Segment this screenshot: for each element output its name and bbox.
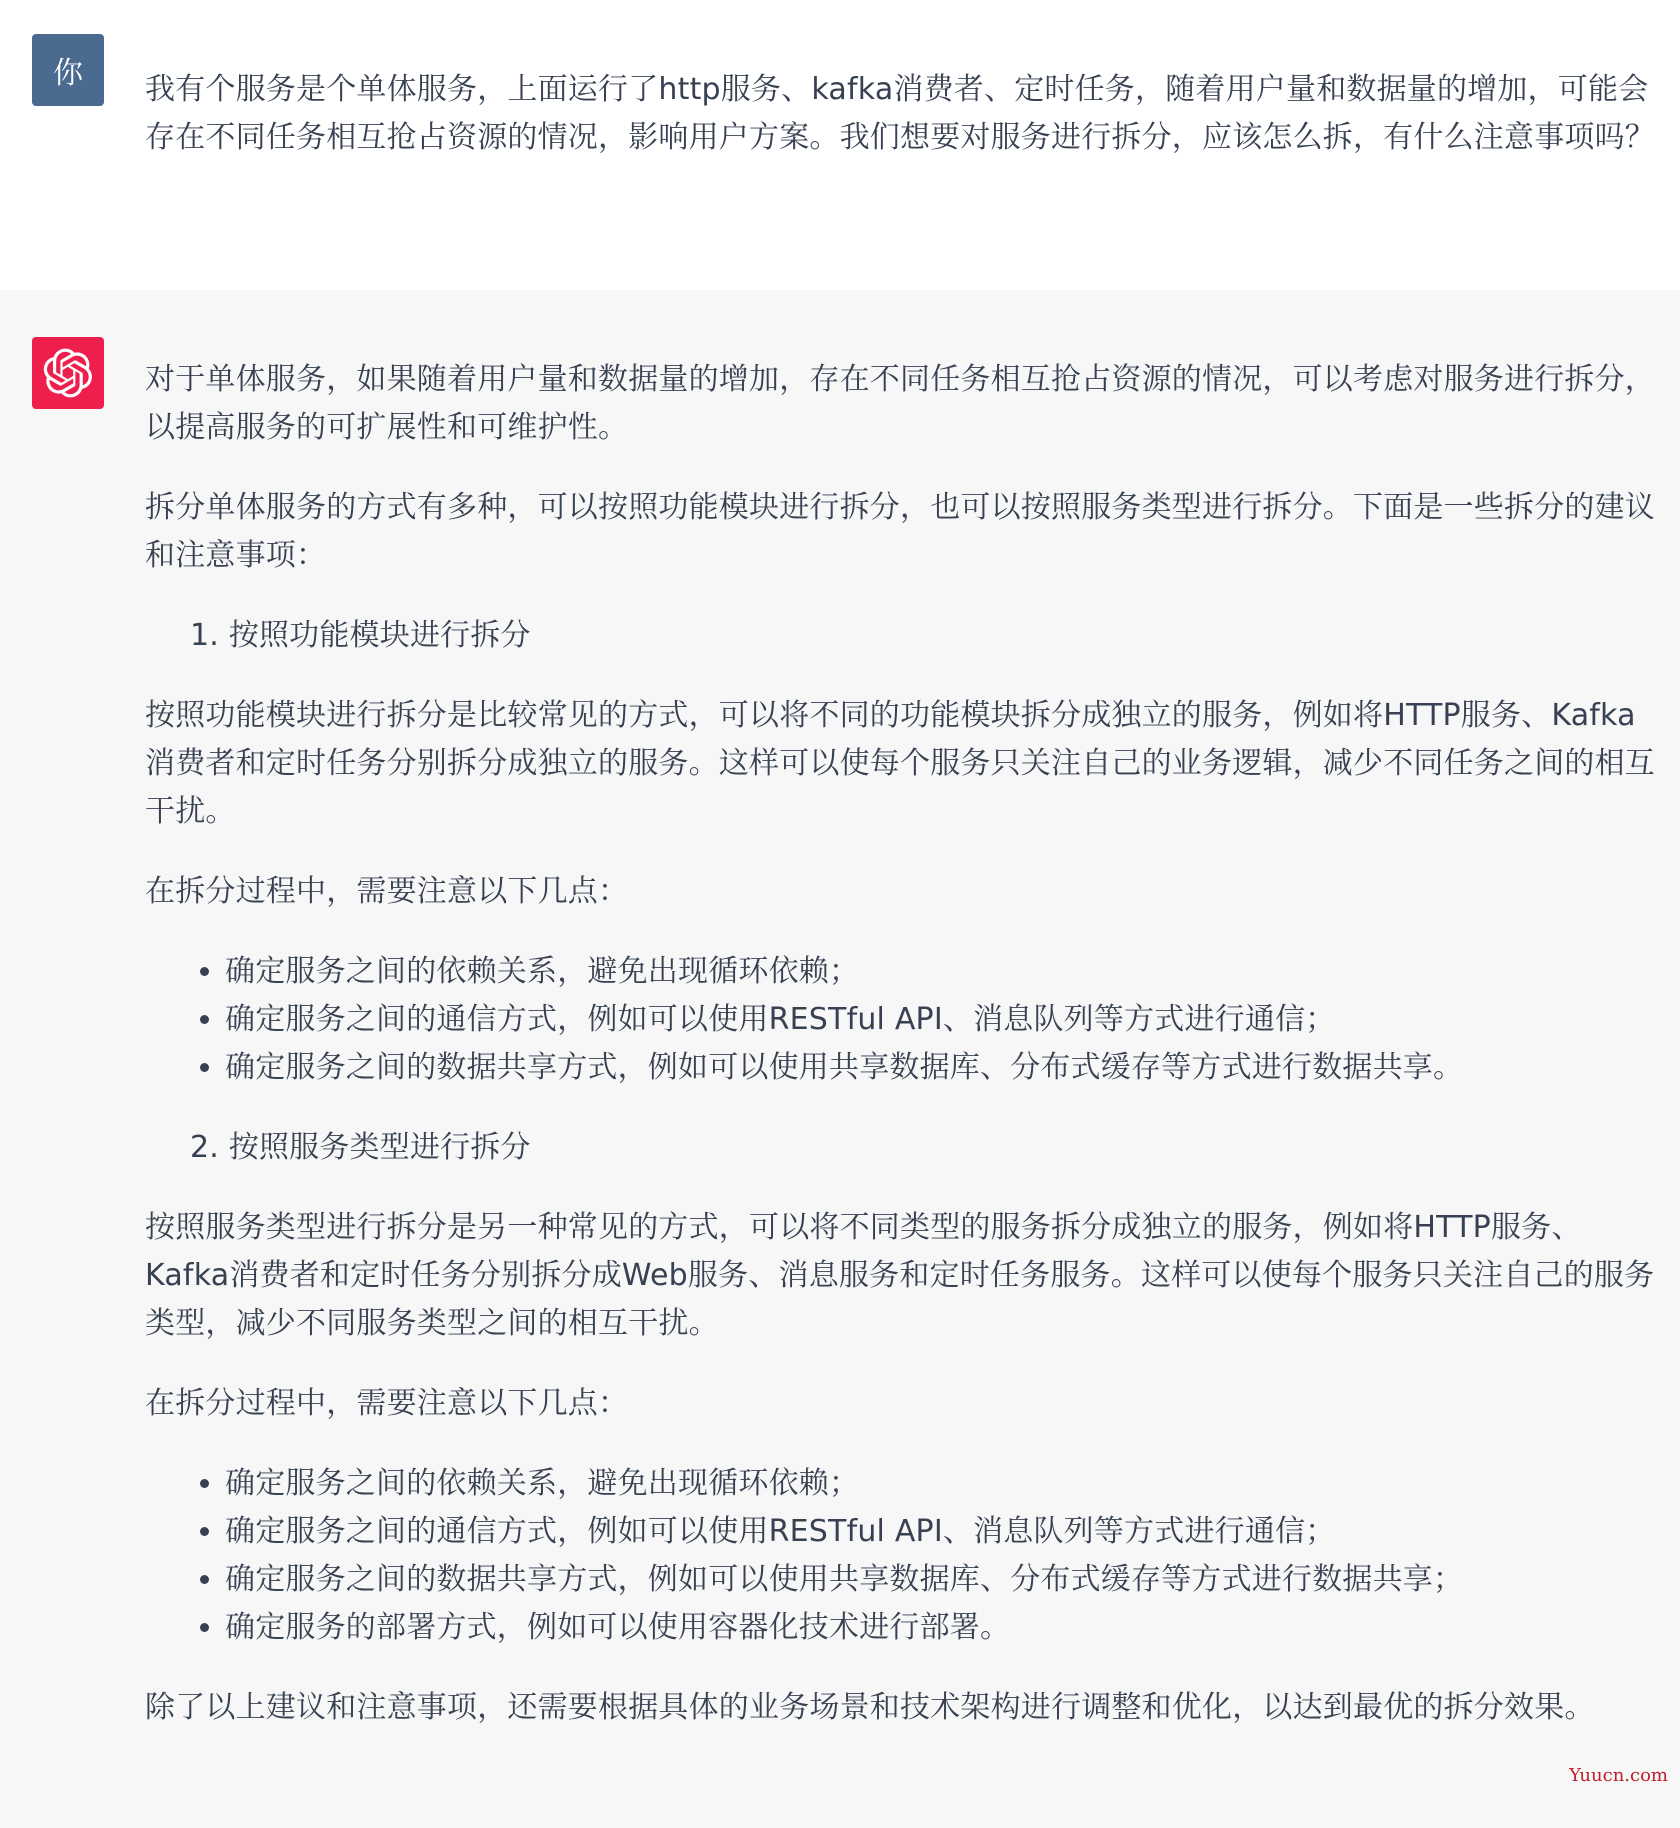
list-item: • 确定服务之间的依赖关系，避免出现循环依赖； (225, 948, 1655, 996)
answer-intro: 对于单体服务，如果随着用户量和数据量的增加，存在不同任务相互抢占资源的情况，可以考虑对服务进行拆分，以提高服务的可扩展性和可维护性。 (145, 362, 1655, 445)
section-heading-1: 1. 按照功能模块进行拆分 (190, 618, 531, 653)
list-item: • 确定服务之间的依赖关系，避免出现循环依赖； (225, 1460, 1655, 1508)
list-item: • 确定服务之间的通信方式，例如可以使用RESTful API、消息队列等方式进行通信； (225, 996, 1655, 1044)
answer-conclusion: 除了以上建议和注意事项，还需要根据具体的业务场景和技术架构进行调整和优化，以达到最优的拆分效果。 (145, 1690, 1595, 1725)
user-message (0, 0, 1680, 290)
answer-methods-intro: 拆分单体服务的方式有多种，可以按照功能模块进行拆分，也可以按照服务类型进行拆分。下面是一些拆分的建议和注意事项： (145, 490, 1655, 573)
list-item: • 确定服务之间的数据共享方式，例如可以使用共享数据库、分布式缓存等方式进行数据共享； (225, 1556, 1655, 1604)
user-message-text (145, 66, 1655, 162)
openai-logo-icon (43, 348, 93, 398)
section-notes-intro-1: 在拆分过程中，需要注意以下几点： (145, 874, 629, 909)
assistant-message (0, 290, 1680, 1828)
assistant-avatar (32, 337, 104, 409)
assistant-message-text (145, 356, 1655, 1732)
list-item: • 确定服务之间的数据共享方式，例如可以使用共享数据库、分布式缓存等方式进行数据共享。 (225, 1044, 1655, 1092)
section-body-2: 按照服务类型进行拆分是另一种常见的方式，可以将不同类型的服务拆分成独立的服务，例如将HTTP服务、Kafka消费者和定时任务分别拆分成Web服务、消息服务和定时任务服务。这样可以使每个服务只关注自己的服务类型，减少不同服务类型之间的相互干扰。 (145, 1210, 1655, 1341)
section-notes-intro-2: 在拆分过程中，需要注意以下几点： (145, 1386, 629, 1421)
user-avatar: 你 (32, 34, 104, 106)
section-notes-list-2 (145, 1460, 1655, 1652)
section-body-1: 按照功能模块进行拆分是比较常见的方式，可以将不同的功能模块拆分成独立的服务，例如将HTTP服务、Kafka消费者和定时任务分别拆分成独立的服务。这样可以使每个服务只关注自己的业务逻辑，减少不同任务之间的相互干扰。 (145, 698, 1655, 829)
section-notes-list-1 (145, 948, 1655, 1092)
list-item: • 确定服务之间的通信方式，例如可以使用RESTful API、消息队列等方式进行通信； (225, 1508, 1655, 1556)
list-item: • 确定服务的部署方式，例如可以使用容器化技术进行部署。 (225, 1604, 1655, 1652)
section-heading-2: 2. 按照服务类型进行拆分 (190, 1130, 531, 1165)
watermark: Yuucn.com (1569, 1765, 1668, 1786)
user-question: 我有个服务是个单体服务，上面运行了http服务、kafka消费者、定时任务，随着用户量和数据量的增加，可能会存在不同任务相互抢占资源的情况，影响用户方案。我们想要对服务进行拆分，应该怎么拆，有什么注意事项吗？ (145, 72, 1655, 155)
